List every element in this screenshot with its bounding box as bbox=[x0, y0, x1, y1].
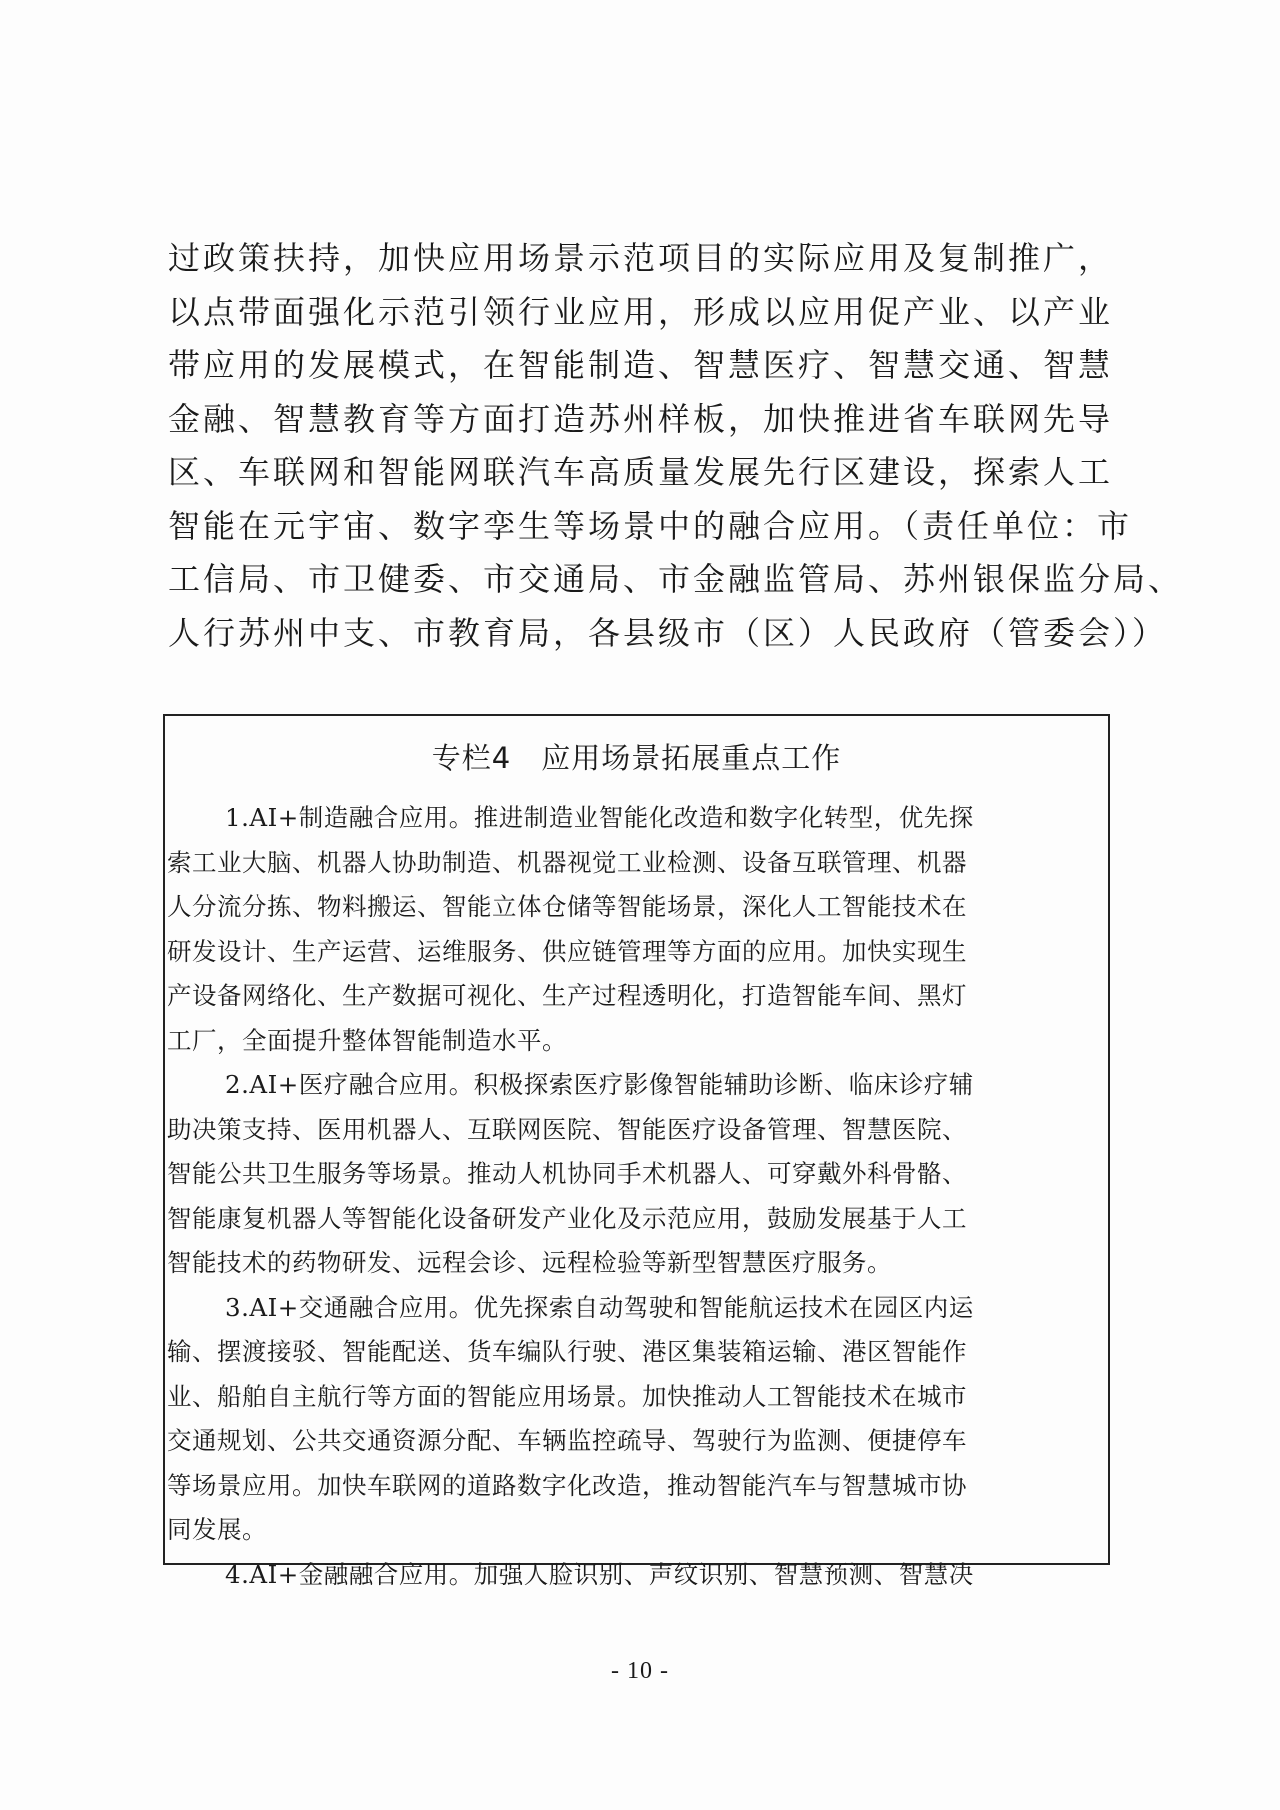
box-line: 2.AI+医疗融合应用。积极探索医疗影像智能辅助诊断、临床诊疗辅 bbox=[225, 1070, 974, 1099]
box-line: 同发展。 bbox=[167, 1515, 267, 1544]
body-line: 带应用的发展模式，在智能制造、智慧医疗、智慧交通、智慧 bbox=[168, 346, 1114, 384]
box-line: 智能康复机器人等智能化设备研发产业化及示范应用，鼓励发展基于人工 bbox=[167, 1203, 967, 1233]
box-line: 人分流分拣、物料搬运、智能立体仓储等智能场景，深化人工智能技术在 bbox=[167, 892, 967, 921]
column-box-text bbox=[167, 796, 1107, 1597]
body-line: 金融、智慧教育等方面打造苏州样板，加快推进省车联网先导 bbox=[168, 399, 1114, 438]
box-line: 业、船舶自主航行等方面的智能应用场景。加快推动人工智能技术在城市 bbox=[167, 1381, 967, 1411]
box-line: 3.AI+交通融合应用。优先探索自动驾驶和智能航运技术在园区内运 bbox=[225, 1292, 974, 1322]
body-line: 过政策扶持，加快应用场景示范项目的实际应用及复制推广， bbox=[168, 239, 1114, 277]
box-line: 助决策支持、医用机器人、互联网医院、智能医疗设备管理、智慧医院、 bbox=[167, 1114, 967, 1144]
box-line: 智能公共卫生服务等场景。推动人机协同手术机器人、可穿戴外科骨骼、 bbox=[167, 1159, 967, 1188]
column-box bbox=[163, 714, 1110, 1589]
box-line: 索工业大脑、机器人协助制造、机器视觉工业检测、设备互联管理、机器 bbox=[167, 847, 967, 877]
body-line: 智能在元宇宙、数字孪生等场景中的融合应用。（责任单位：市 bbox=[168, 506, 1133, 545]
body-line: 区、车联网和智能网联汽车高质量发展先行区建设，探索人工 bbox=[168, 453, 1114, 491]
body-line: 人行苏州中支、市教育局，各县级市（区）人民政府（管委会）） bbox=[168, 613, 1168, 652]
box-line: 研发设计、生产运营、运维服务、供应链管理等方面的应用。加快实现生 bbox=[167, 936, 967, 966]
body-paragraph bbox=[168, 232, 1184, 660]
box-line: 4.AI+金融融合应用。加强人脸识别、声纹识别、智慧预测、智慧决 bbox=[225, 1559, 974, 1589]
body-line: 以点带面强化示范引领行业应用，形成以应用促产业、以产业 bbox=[168, 292, 1114, 331]
column-box-title: 专栏4 应用场景拓展重点工作 bbox=[431, 741, 842, 775]
box-line: 等场景应用。加快车联网的道路数字化改造，推动智能汽车与智慧城市协 bbox=[167, 1470, 967, 1500]
box-line: 输、摆渡接驳、智能配送、货车编队行驶、港区集装箱运输、港区智能作 bbox=[167, 1337, 967, 1366]
box-line: 智能技术的药物研发、远程会诊、远程检验等新型智慧医疗服务。 bbox=[167, 1248, 892, 1277]
page-number: - 10 - bbox=[611, 1658, 669, 1684]
box-line: 交通规划、公共交通资源分配、车辆监控疏导、驾驶行为监测、便捷停车 bbox=[167, 1426, 967, 1455]
box-line: 1.AI+制造融合应用。推进制造业智能化改造和数字化转型，优先探 bbox=[225, 803, 974, 832]
box-line: 产设备网络化、生产数据可视化、生产过程透明化，打造智能车间、黑灯 bbox=[167, 981, 967, 1010]
body-line: 工信局、市卫健委、市交通局、市金融监管局、苏州银保监分局、 bbox=[168, 560, 1184, 598]
box-line: 工厂，全面提升整体智能制造水平。 bbox=[167, 1025, 567, 1055]
